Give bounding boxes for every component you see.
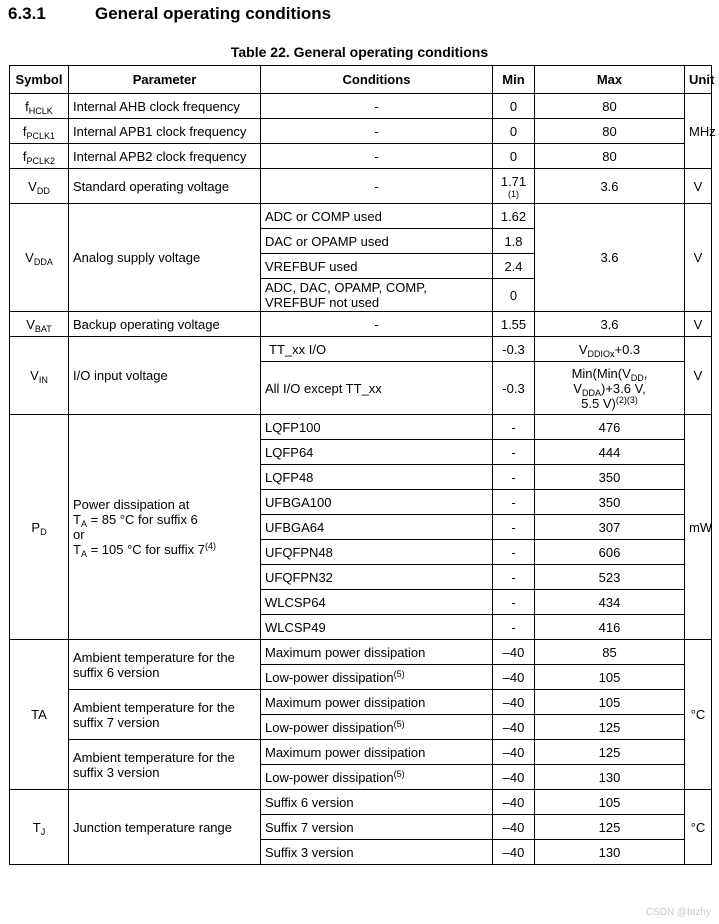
conditions-text: Low-power dissipation — [265, 719, 394, 735]
parameter-text: or — [73, 527, 85, 542]
max-cell: 130 — [535, 765, 685, 790]
parameter-cell — [69, 415, 261, 640]
min-cell: –40 — [493, 715, 535, 740]
min-cell: –40 — [493, 640, 535, 665]
symbol-subscript: J — [40, 826, 46, 837]
symbol-cell — [10, 94, 69, 119]
conditions-cell: TT_xx I/O — [261, 337, 493, 362]
conditions-cell: UFQFPN48 — [261, 540, 493, 565]
min-cell: 0 — [493, 94, 535, 119]
symbol-subscript: DDA — [33, 257, 53, 267]
max-cell: 105 — [535, 665, 685, 690]
max-text: Min(Min(V — [571, 365, 631, 381]
max-cell: 3.6 — [535, 169, 685, 204]
table-row — [10, 204, 712, 229]
min-cell — [493, 169, 535, 204]
table-row — [10, 119, 712, 144]
symbol-cell — [10, 312, 69, 337]
conditions-cell: UFQFPN32 — [261, 565, 493, 590]
parameter-text: = 105 °C for suffix 7 — [86, 542, 206, 557]
parameter-cell: Junction temperature range — [69, 790, 261, 865]
header-min: Min — [493, 66, 535, 94]
min-cell: - — [493, 490, 535, 515]
conditions-cell — [261, 665, 493, 690]
conditions-cell: - — [261, 119, 493, 144]
min-cell: –40 — [493, 790, 535, 815]
max-cell: 85 — [535, 640, 685, 665]
unit-cell: mW — [685, 415, 712, 640]
max-cell: 476 — [535, 415, 685, 440]
unit-cell: V — [685, 337, 712, 415]
symbol-subscript: PCLK1 — [26, 130, 56, 141]
max-subscript: DDA — [581, 387, 601, 398]
parameter-subscript: A — [80, 549, 87, 559]
symbol-text: f — [22, 123, 27, 139]
max-cell — [535, 362, 685, 415]
min-cell: –40 — [493, 840, 535, 865]
conditions-cell: UFBGA100 — [261, 490, 493, 515]
conditions-cell: Suffix 7 version — [261, 815, 493, 840]
unit-cell: °C — [685, 790, 712, 865]
conditions-cell: Suffix 3 version — [261, 840, 493, 865]
parameter-cell: Ambient temperature for the suffix 6 version — [69, 640, 261, 690]
parameter-cell: Analog supply voltage — [69, 204, 261, 312]
unit-cell: MHz — [685, 94, 712, 169]
min-cell: -0.3 — [493, 362, 535, 415]
watermark: CSDN @btzhy — [645, 907, 711, 918]
min-cell: 2.4 — [493, 254, 535, 279]
header-unit: Unit — [685, 66, 712, 94]
parameter-cell: Backup operating voltage — [69, 312, 261, 337]
symbol-cell — [10, 144, 69, 169]
min-cell: - — [493, 515, 535, 540]
symbol-text: f — [22, 148, 27, 164]
table-row — [10, 790, 712, 815]
parameter-cell: I/O input voltage — [69, 337, 261, 415]
min-cell: –40 — [493, 740, 535, 765]
max-cell: 434 — [535, 590, 685, 615]
conditions-cell: Maximum power dissipation — [261, 640, 493, 665]
table-row — [10, 94, 712, 119]
footnote-ref: (5) — [393, 718, 405, 729]
table-row — [10, 337, 712, 362]
symbol-text: T — [32, 819, 41, 835]
table-row — [10, 740, 712, 765]
symbol-cell — [10, 119, 69, 144]
min-cell: - — [493, 590, 535, 615]
parameter-text: T — [73, 542, 81, 557]
min-cell: - — [493, 615, 535, 640]
symbol-subscript: D — [40, 526, 47, 537]
conditions-cell: Maximum power dissipation — [261, 690, 493, 715]
max-cell: 105 — [535, 790, 685, 815]
conditions-cell: - — [261, 144, 493, 169]
max-cell: 3.6 — [535, 312, 685, 337]
max-cell: 80 — [535, 119, 685, 144]
conditions-cell: All I/O except TT_xx — [261, 362, 493, 415]
table-row — [10, 415, 712, 440]
conditions-cell: - — [261, 169, 493, 204]
symbol-text: V — [30, 368, 39, 383]
footnote-ref: (5) — [393, 668, 405, 679]
conditions-cell: WLCSP64 — [261, 590, 493, 615]
min-cell: 0 — [493, 279, 535, 312]
max-cell: 444 — [535, 440, 685, 465]
min-cell: 1.55 — [493, 312, 535, 337]
symbol-text: V — [25, 250, 34, 265]
max-cell: 125 — [535, 740, 685, 765]
symbol-cell — [10, 204, 69, 312]
min-cell: –40 — [493, 690, 535, 715]
parameter-cell: Ambient temperature for the suffix 3 version — [69, 740, 261, 790]
table-row — [10, 640, 712, 665]
footnote-ref: (2)(3) — [615, 394, 638, 405]
parameter-cell: Internal AHB clock frequency — [69, 94, 261, 119]
max-cell: 130 — [535, 840, 685, 865]
parameter-cell: Standard operating voltage — [69, 169, 261, 204]
conditions-cell: - — [261, 94, 493, 119]
footnote-ref: (1) — [508, 188, 519, 199]
max-cell: 350 — [535, 490, 685, 515]
symbol-subscript: DD — [36, 185, 50, 196]
parameter-cell: Internal APB1 clock frequency — [69, 119, 261, 144]
max-text: )+3.6 V, — [600, 380, 646, 396]
table-row — [10, 144, 712, 169]
table-row — [10, 312, 712, 337]
conditions-cell: LQFP100 — [261, 415, 493, 440]
max-cell: 125 — [535, 815, 685, 840]
max-subscript: DDIOx — [587, 348, 615, 359]
conditions-text: Low-power dissipation — [265, 769, 394, 785]
header-conditions: Conditions — [261, 66, 493, 94]
max-cell: 80 — [535, 144, 685, 169]
symbol-cell — [10, 337, 69, 415]
parameter-text: = 85 °C for suffix 6 — [86, 512, 198, 527]
header-parameter: Parameter — [69, 66, 261, 94]
symbol-subscript: PCLK2 — [26, 155, 56, 166]
conditions-cell: LQFP48 — [261, 465, 493, 490]
max-cell — [535, 337, 685, 362]
header-max: Max — [535, 66, 685, 94]
section-heading — [8, 4, 331, 24]
symbol-subscript: HCLK — [28, 105, 53, 116]
symbol-subscript: BAT — [34, 323, 52, 334]
parameter-cell: Ambient temperature for the suffix 7 version — [69, 690, 261, 740]
unit-cell: °C — [685, 640, 712, 790]
conditions-cell: UFBGA64 — [261, 515, 493, 540]
conditions-cell: Maximum power dissipation — [261, 740, 493, 765]
max-cell: 80 — [535, 94, 685, 119]
footnote-ref: (4) — [205, 541, 217, 551]
max-cell: 416 — [535, 615, 685, 640]
section-number: 6.3.1 — [8, 4, 46, 23]
conditions-cell: VREFBUF used — [261, 254, 493, 279]
footnote-ref: (5) — [393, 768, 405, 779]
max-subscript: DD — [630, 372, 644, 383]
conditions-cell: Suffix 6 version — [261, 790, 493, 815]
conditions-cell — [261, 715, 493, 740]
max-cell: 3.6 — [535, 204, 685, 312]
max-text: V — [573, 380, 582, 396]
min-cell: –40 — [493, 765, 535, 790]
min-cell: - — [493, 440, 535, 465]
symbol-subscript: IN — [38, 375, 48, 385]
max-cell: 350 — [535, 465, 685, 490]
max-cell: 105 — [535, 690, 685, 715]
min-cell: - — [493, 415, 535, 440]
min-cell: 1.8 — [493, 229, 535, 254]
conditions-cell: - — [261, 312, 493, 337]
min-cell: - — [493, 465, 535, 490]
table-row — [10, 169, 712, 204]
header-symbol: Symbol — [10, 66, 69, 94]
min-cell: - — [493, 565, 535, 590]
symbol-text: V — [28, 178, 37, 194]
max-text: +0.3 — [614, 341, 641, 357]
table-row — [10, 690, 712, 715]
symbol-cell — [10, 169, 69, 204]
min-cell: 0 — [493, 119, 535, 144]
symbol-text: f — [25, 98, 29, 114]
unit-cell: V — [685, 169, 712, 204]
max-text: , — [643, 365, 648, 381]
conditions-cell: ADC or COMP used — [261, 204, 493, 229]
max-cell: 606 — [535, 540, 685, 565]
symbol-text: V — [26, 316, 35, 332]
max-text: V — [578, 341, 588, 357]
table-caption: Table 22. General operating conditions — [230, 44, 489, 60]
min-cell: 0 — [493, 144, 535, 169]
min-cell: –40 — [493, 665, 535, 690]
conditions-cell: DAC or OPAMP used — [261, 229, 493, 254]
conditions-cell — [261, 765, 493, 790]
conditions-cell: ADC, DAC, OPAMP, COMP, VREFBUF not used — [261, 279, 493, 312]
min-cell: - — [493, 540, 535, 565]
operating-conditions-table — [9, 65, 716, 865]
unit-cell: V — [685, 204, 712, 312]
max-text: 5.5 V) — [581, 395, 616, 411]
max-cell: 307 — [535, 515, 685, 540]
parameter-cell: Internal APB2 clock frequency — [69, 144, 261, 169]
symbol-cell — [10, 790, 69, 865]
max-cell: 523 — [535, 565, 685, 590]
conditions-cell: LQFP64 — [261, 440, 493, 465]
parameter-text: T — [73, 512, 81, 527]
conditions-text: Low-power dissipation — [265, 669, 394, 685]
min-cell: –40 — [493, 815, 535, 840]
symbol-cell: TA — [10, 640, 69, 790]
symbol-cell — [10, 415, 69, 640]
min-cell: -0.3 — [493, 337, 535, 362]
section-title: General operating conditions — [95, 4, 332, 23]
symbol-text: P — [31, 519, 41, 535]
min-value: 1.71 — [500, 173, 527, 189]
table-header-row — [10, 66, 712, 94]
parameter-text: Power dissipation at — [73, 497, 190, 512]
max-cell: 125 — [535, 715, 685, 740]
min-cell: 1.62 — [493, 204, 535, 229]
unit-cell: V — [685, 312, 712, 337]
conditions-cell: WLCSP49 — [261, 615, 493, 640]
parameter-subscript: A — [80, 519, 87, 529]
